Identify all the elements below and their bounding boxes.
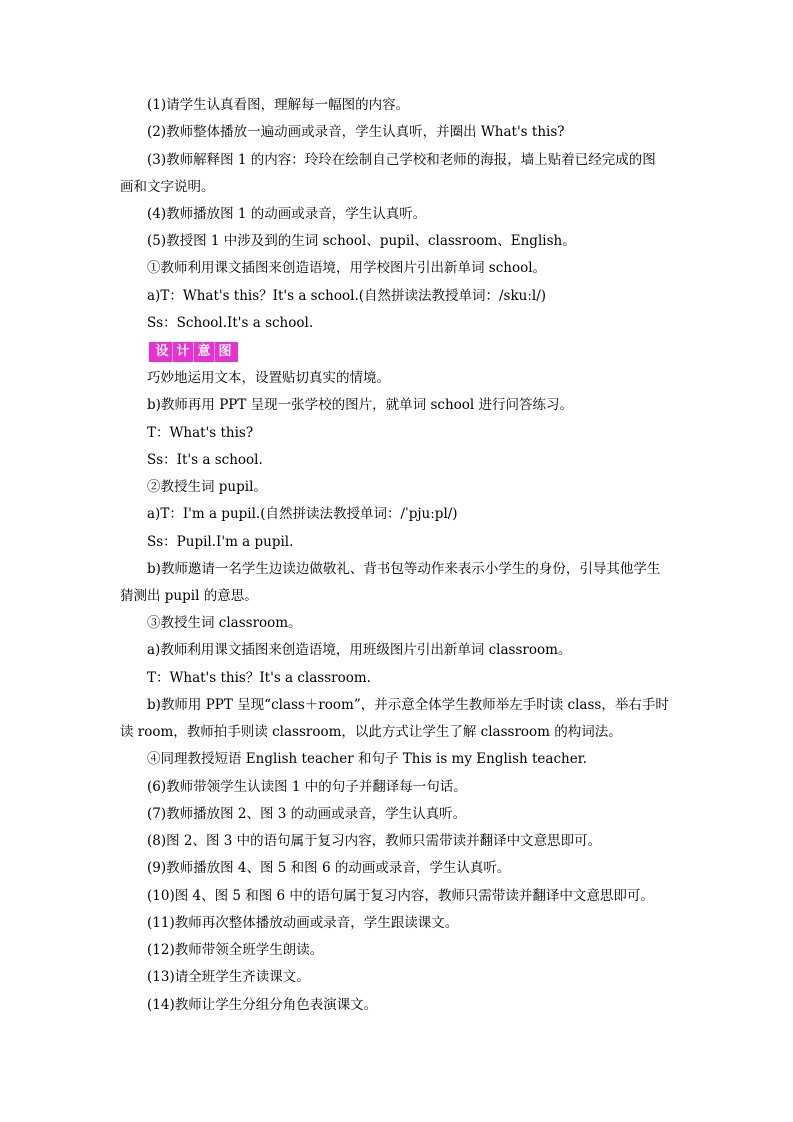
text-line: 猜测出 pupil 的意思。 — [120, 588, 258, 604]
text-line: ③教授生词 classroom。 — [147, 615, 302, 631]
text-line: T：What's this? — [147, 425, 254, 441]
text-line: a)T：I'm a pupil.(自然拼读法教授单词：/ˈpjuːpl/) — [147, 506, 458, 522]
text-line: 画和文字说明。 — [120, 179, 215, 195]
text-line: (10)图 4、图 5 和图 6 中的语句属于复习内容，教师只需带读并翻译中文意思即可。 — [147, 888, 654, 904]
text-line: ④同理教授短语 English teacher 和句子 This is my English teacher. — [147, 751, 587, 767]
text-line: (13)请全班学生齐读课文。 — [147, 969, 310, 985]
text-line: (8)图 2、图 3 中的语句属于复习内容，教师只需带读并翻译中文意思即可。 — [147, 833, 602, 849]
text-line: Ss：Pupil.I'm a pupil. — [147, 534, 294, 550]
badge-char: 图 — [218, 344, 232, 359]
badge-char: 意 — [194, 342, 215, 362]
text-line: (4)教师播放图 1 的动画或录音，学生认真听。 — [147, 206, 427, 222]
text-line: (3)教师解释图 1 的内容：玲玲在绘制自己学校和老师的海报，墙上贴着已经完成的图 — [147, 152, 656, 168]
badge-char: 设 — [152, 342, 173, 362]
design-intent-badge — [149, 342, 238, 362]
text-line: Ss：School.It's a school. — [147, 315, 314, 331]
text-line: (7)教师播放图 2、图 3 的动画或录音，学生认真听。 — [147, 806, 467, 822]
text-line: ②教授生词 pupil。 — [147, 479, 267, 495]
text-line: (14)教师让学生分组分角色表演课文。 — [147, 997, 378, 1013]
text-line: 读 room，教师拍手则读 classroom，以此方式让学生了解 classroom 的构词法。 — [120, 724, 622, 740]
text-line: (2)教师整体播放一遍动画或录音，学生认真听，并圈出 What's this? — [147, 124, 565, 140]
text-line: Ss：It's a school. — [147, 452, 263, 468]
text-line: b)教师邀请一名学生边读边做敬礼、背书包等动作来表示小学生的身份，引导其他学生 — [147, 561, 661, 577]
text-line: b)教师用 PPT 呈现“class＋room”，并示意全体学生教师举左手时读 class，举右手时 — [147, 697, 669, 713]
text-line: a)T：What's this？It's a school.(自然拼读法教授单词：/skuːl/) — [147, 288, 547, 304]
text-line: b)教师再用 PPT 呈现一张学校的图片，就单词 school 进行问答练习。 — [147, 397, 574, 413]
text-line: (1)请学生认真看图，理解每一幅图的内容。 — [147, 97, 410, 113]
text-line: 巧妙地运用文本，设置贴切真实的情境。 — [147, 370, 390, 386]
badge-char: 计 — [173, 342, 194, 362]
text-line: (5)教授图 1 中涉及到的生词 school、pupil、classroom、English。 — [147, 233, 576, 249]
text-line: T：What's this？It's a classroom. — [147, 670, 371, 686]
text-line: (11)教师再次整体播放动画或录音，学生跟读课文。 — [147, 915, 459, 931]
text-line: (9)教师播放图 4、图 5 和图 6 的动画或录音，学生认真听。 — [147, 860, 511, 876]
text-line: (12)教师带领全班学生朗读。 — [147, 942, 324, 958]
text-line: ①教师利用课文插图来创造语境，用学校图片引出新单词 school。 — [147, 260, 547, 276]
text-line: a)教师利用课文插图来创造语境，用班级图片引出新单词 classroom。 — [147, 642, 572, 658]
text-line: (6)教师带领学生认读图 1 中的句子并翻译每一句话。 — [147, 779, 467, 795]
